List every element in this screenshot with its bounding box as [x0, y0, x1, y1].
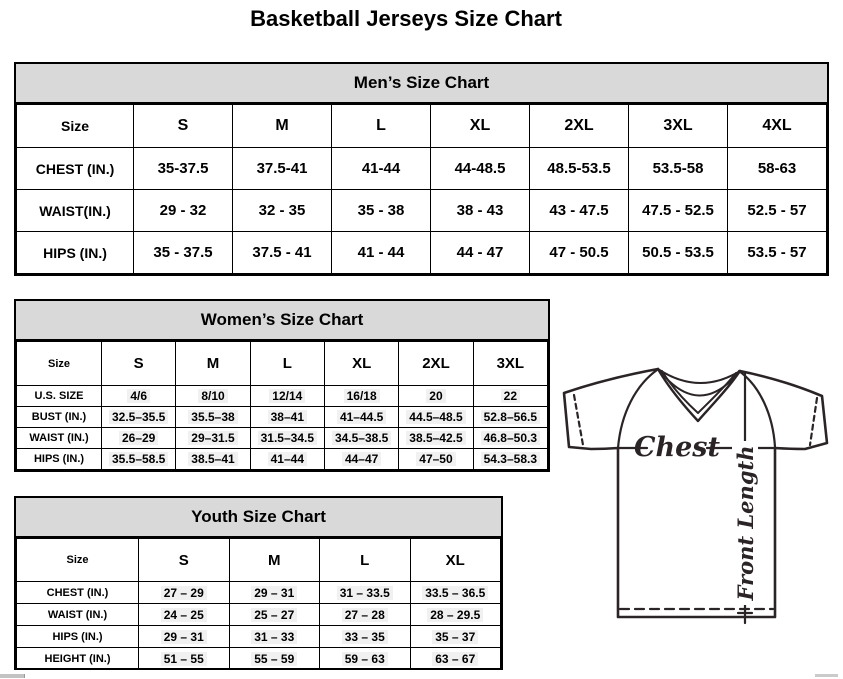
size-value: 37.5-41	[256, 160, 308, 177]
youth-size-value-cell	[139, 582, 230, 604]
youth-column-header-xl: XL	[410, 539, 501, 582]
mens-size-value-cell	[728, 190, 827, 232]
mens-measurement-row	[17, 232, 827, 274]
size-value: 44–47	[342, 452, 381, 466]
womens-row-label: U.S. SIZE	[17, 386, 102, 407]
youth-measurement-row	[17, 582, 501, 604]
mens-column-header-2xl: 2XL	[530, 105, 629, 148]
womens-column-header-s: S	[102, 342, 176, 386]
size-value: 38–41	[268, 410, 307, 424]
size-value: 47.5 - 52.5	[642, 202, 714, 219]
mens-column-header-s: S	[134, 105, 233, 148]
mens-size-value-cell	[629, 232, 728, 274]
mens-row-label: HIPS (IN.)	[17, 232, 134, 274]
size-value: 31 – 33	[251, 630, 297, 644]
womens-measurement-row	[17, 386, 548, 407]
size-value: 32.5–35.5	[109, 410, 168, 424]
youth-size-value-cell	[320, 604, 411, 626]
mens-size-value-cell	[233, 190, 332, 232]
womens-size-value-cell	[250, 386, 324, 407]
mens-column-header-3xl: 3XL	[629, 105, 728, 148]
youth-column-header-s: S	[139, 539, 230, 582]
womens-size-value-cell	[399, 386, 473, 407]
size-value: 38.5–41	[188, 452, 237, 466]
youth-row-label: HEIGHT (IN.)	[17, 648, 139, 670]
size-value: 41-44	[361, 160, 401, 177]
size-value: 63 – 67	[432, 652, 478, 666]
womens-size-value-cell	[250, 428, 324, 449]
womens-row-label: WAIST (IN.)	[17, 428, 102, 449]
size-value: 43 - 47.5	[549, 202, 609, 219]
size-value: 41–44	[268, 452, 307, 466]
womens-row-label: BUST (IN.)	[17, 407, 102, 428]
size-value: 8/10	[198, 389, 227, 403]
womens-column-header-2xl: 2XL	[399, 342, 473, 386]
size-value: 37.5 - 41	[252, 244, 312, 261]
size-value: 50.5 - 53.5	[642, 244, 714, 261]
size-value: 59 – 63	[342, 652, 388, 666]
size-value: 31 – 33.5	[337, 586, 393, 600]
size-value: 35.5–58.5	[109, 452, 168, 466]
womens-size-value-cell	[324, 386, 398, 407]
size-value: 47–50	[416, 452, 455, 466]
size-value: 44 - 47	[456, 244, 504, 261]
size-value: 29 - 32	[159, 202, 207, 219]
youth-size-value-cell	[410, 626, 501, 648]
size-value: 16/18	[344, 389, 380, 403]
womens-measurement-row	[17, 428, 548, 449]
size-value: 4/6	[127, 389, 150, 403]
youth-size-column-header: Size	[17, 539, 139, 582]
mens-size-value-cell	[530, 232, 629, 274]
womens-column-header-l: L	[250, 342, 324, 386]
youth-size-value-cell	[139, 648, 230, 670]
mens-size-value-cell	[332, 190, 431, 232]
mens-size-value-cell	[629, 148, 728, 190]
youth-row-label: WAIST (IN.)	[17, 604, 139, 626]
mens-row-label: CHEST (IN.)	[17, 148, 134, 190]
mens-measurement-row	[17, 148, 827, 190]
size-value: 35 – 37	[432, 630, 478, 644]
size-value: 33 – 35	[342, 630, 388, 644]
size-value: 34.5–38.5	[332, 431, 391, 445]
womens-measurement-row	[17, 449, 548, 470]
horizontal-scrollbar-thumb-right[interactable]	[815, 674, 838, 677]
womens-size-value-cell	[473, 428, 547, 449]
size-value: 32 - 35	[258, 202, 306, 219]
mens-size-value-cell	[728, 232, 827, 274]
size-value: 41–44.5	[337, 410, 386, 424]
mens-table-title: Men’s Size Chart	[16, 64, 827, 104]
youth-size-value-cell	[320, 626, 411, 648]
size-value: 55 – 59	[251, 652, 297, 666]
youth-table-grid	[16, 538, 501, 670]
mens-size-value-cell	[530, 190, 629, 232]
mens-size-value-cell	[332, 232, 431, 274]
size-value: 35.5–38	[188, 410, 237, 424]
mens-size-value-cell	[431, 190, 530, 232]
mens-size-value-cell	[431, 232, 530, 274]
size-value: 53.5-58	[652, 160, 704, 177]
size-value: 24 – 25	[161, 608, 207, 622]
youth-measurement-row	[17, 604, 501, 626]
youth-size-value-cell	[320, 582, 411, 604]
youth-row-label: HIPS (IN.)	[17, 626, 139, 648]
size-value: 38 - 43	[456, 202, 504, 219]
womens-header-row	[17, 342, 548, 386]
size-value: 31.5–34.5	[258, 431, 317, 445]
page-title: Basketball Jerseys Size Chart	[250, 6, 562, 31]
youth-size-value-cell	[139, 604, 230, 626]
jersey-right-cuff-dashed-line	[810, 398, 817, 445]
size-value: 46.8–50.3	[481, 431, 540, 445]
womens-table-grid	[16, 341, 548, 470]
youth-size-table	[14, 496, 503, 670]
mens-header-row	[17, 105, 827, 148]
womens-size-table	[14, 299, 550, 472]
size-value: 48.5-53.5	[547, 160, 611, 177]
youth-size-value-cell	[229, 626, 320, 648]
mens-size-column-header: Size	[17, 105, 134, 148]
size-value: 44.5–48.5	[406, 410, 465, 424]
size-value: 22	[501, 389, 520, 403]
womens-size-value-cell	[324, 428, 398, 449]
womens-size-value-cell	[176, 449, 250, 470]
mens-row-label: WAIST(IN.)	[17, 190, 134, 232]
size-value: 12/14	[269, 389, 305, 403]
womens-size-value-cell	[473, 407, 547, 428]
mens-size-table	[14, 62, 829, 276]
size-value: 51 – 55	[161, 652, 207, 666]
mens-size-value-cell	[233, 232, 332, 274]
size-value: 52.5 - 57	[747, 202, 807, 219]
womens-size-value-cell	[473, 449, 547, 470]
youth-size-value-cell	[320, 648, 411, 670]
youth-column-header-l: L	[320, 539, 411, 582]
womens-size-value-cell	[324, 449, 398, 470]
size-value: 58-63	[757, 160, 797, 177]
size-value: 29–31.5	[188, 431, 237, 445]
mens-size-value-cell	[629, 190, 728, 232]
mens-size-value-cell	[332, 148, 431, 190]
womens-size-value-cell	[250, 449, 324, 470]
size-value: 44-48.5	[454, 160, 506, 177]
mens-size-value-cell	[134, 148, 233, 190]
mens-column-header-4xl: 4XL	[728, 105, 827, 148]
youth-size-value-cell	[229, 604, 320, 626]
womens-row-label: HIPS (IN.)	[17, 449, 102, 470]
womens-size-value-cell	[473, 386, 547, 407]
size-value: 53.5 - 57	[747, 244, 807, 261]
womens-size-value-cell	[399, 449, 473, 470]
mens-size-value-cell	[728, 148, 827, 190]
womens-size-value-cell	[176, 428, 250, 449]
size-value: 26–29	[119, 431, 158, 445]
size-value: 47 - 50.5	[549, 244, 609, 261]
youth-column-header-m: M	[229, 539, 320, 582]
size-value: 29 – 31	[251, 586, 297, 600]
womens-size-value-cell	[250, 407, 324, 428]
womens-size-value-cell	[102, 407, 176, 428]
mens-size-value-cell	[233, 148, 332, 190]
womens-size-column-header: Size	[17, 342, 102, 386]
womens-size-value-cell	[399, 407, 473, 428]
youth-measurement-row	[17, 626, 501, 648]
jersey-measurement-diagram	[558, 363, 838, 628]
mens-column-header-xl: XL	[431, 105, 530, 148]
womens-size-value-cell	[399, 428, 473, 449]
mens-size-value-cell	[431, 148, 530, 190]
size-value: 27 – 28	[342, 608, 388, 622]
size-value: 28 – 29.5	[427, 608, 483, 622]
mens-column-header-l: L	[332, 105, 431, 148]
size-value: 35 - 38	[357, 202, 405, 219]
youth-size-value-cell	[410, 604, 501, 626]
size-value: 29 – 31	[161, 630, 207, 644]
womens-column-header-3xl: 3XL	[473, 342, 547, 386]
jersey-outline	[564, 369, 827, 617]
womens-size-value-cell	[324, 407, 398, 428]
chest-label: Chest	[634, 432, 720, 463]
womens-size-value-cell	[102, 449, 176, 470]
size-value: 20	[426, 389, 445, 403]
youth-size-value-cell	[139, 626, 230, 648]
size-value: 33.5 – 36.5	[422, 586, 488, 600]
youth-row-label: CHEST (IN.)	[17, 582, 139, 604]
youth-size-value-cell	[410, 582, 501, 604]
size-value: 52.8–56.5	[481, 410, 540, 424]
size-value: 35 - 37.5	[153, 244, 213, 261]
mens-size-value-cell	[134, 232, 233, 274]
womens-size-value-cell	[102, 428, 176, 449]
youth-table-title: Youth Size Chart	[16, 498, 501, 538]
womens-size-value-cell	[176, 386, 250, 407]
jersey-left-cuff-dashed-line	[574, 395, 583, 445]
womens-size-value-cell	[102, 386, 176, 407]
size-value: 27 – 29	[161, 586, 207, 600]
youth-size-value-cell	[229, 582, 320, 604]
horizontal-scrollbar-thumb-left[interactable]	[0, 674, 25, 678]
womens-measurement-row	[17, 407, 548, 428]
mens-table-grid	[16, 104, 827, 274]
size-value: 25 – 27	[251, 608, 297, 622]
size-value: 38.5–42.5	[406, 431, 465, 445]
youth-measurement-row	[17, 648, 501, 670]
front-length-label: Front Length	[733, 445, 758, 601]
youth-size-value-cell	[410, 648, 501, 670]
mens-measurement-row	[17, 190, 827, 232]
mens-size-value-cell	[134, 190, 233, 232]
womens-column-header-xl: XL	[324, 342, 398, 386]
womens-size-value-cell	[176, 407, 250, 428]
size-value: 35-37.5	[157, 160, 209, 177]
size-value: 54.3–58.3	[481, 452, 540, 466]
mens-size-value-cell	[530, 148, 629, 190]
womens-table-title: Women’s Size Chart	[16, 301, 548, 341]
size-value: 41 - 44	[357, 244, 405, 261]
youth-header-row	[17, 539, 501, 582]
womens-column-header-m: M	[176, 342, 250, 386]
youth-size-value-cell	[229, 648, 320, 670]
mens-column-header-m: M	[233, 105, 332, 148]
